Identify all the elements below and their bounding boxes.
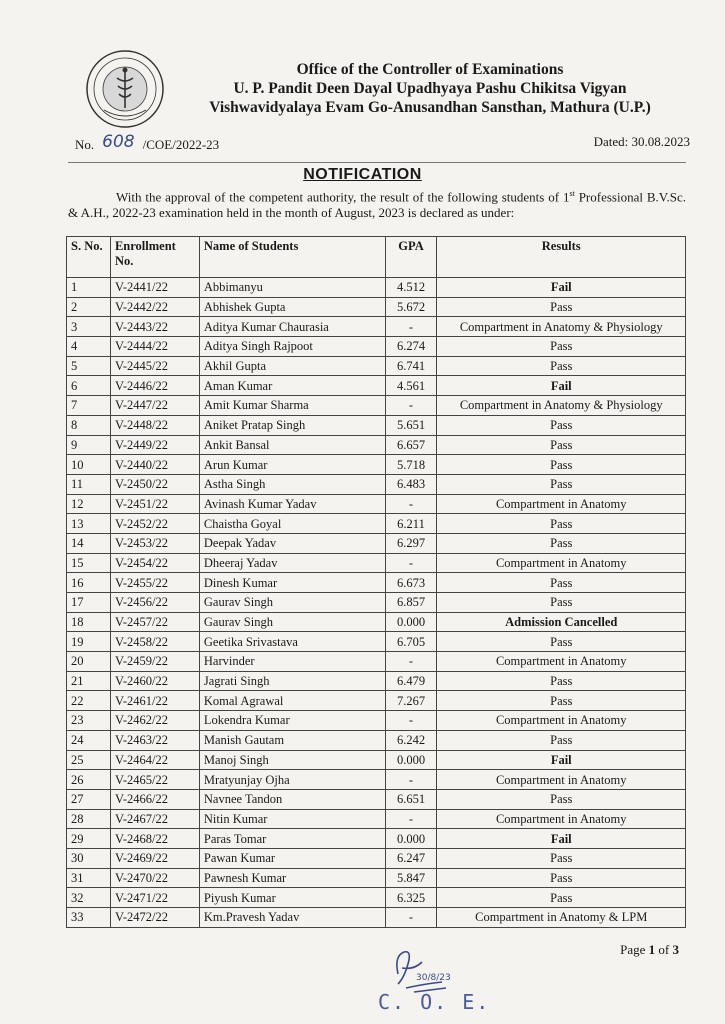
ref-suffix: /COE/2022-23 xyxy=(142,137,220,152)
header-results: Results xyxy=(437,237,686,278)
cell-enrollment: V-2442/22 xyxy=(110,297,199,317)
reference-number xyxy=(75,134,219,154)
cell-enrollment: V-2459/22 xyxy=(110,652,199,672)
cell-student-name: Abbimanyu xyxy=(199,278,385,298)
table-row xyxy=(67,730,686,750)
cell-gpa: 4.561 xyxy=(385,376,437,396)
office-header xyxy=(150,60,710,117)
header-line-1: Office of the Controller of Examinations xyxy=(296,61,564,78)
cell-student-name: Km.Pravesh Yadav xyxy=(199,908,385,928)
cell-student-name: Nitin Kumar xyxy=(199,809,385,829)
table-row xyxy=(67,809,686,829)
cell-sno: 7 xyxy=(67,396,111,416)
cell-enrollment: V-2452/22 xyxy=(110,514,199,534)
cell-sno: 17 xyxy=(67,593,111,613)
cell-enrollment: V-2445/22 xyxy=(110,356,199,376)
cell-sno: 1 xyxy=(67,278,111,298)
intro-part-2: Professional B.V.Sc. & A.H., 2022-23 examination held in the month of August, 2023 is declared as under: xyxy=(68,189,686,220)
cell-student-name: Aditya Kumar Chaurasia xyxy=(199,317,385,337)
cell-result: Pass xyxy=(437,474,686,494)
cell-result: Compartment in Anatomy xyxy=(437,494,686,514)
cell-enrollment: V-2464/22 xyxy=(110,750,199,770)
table-row xyxy=(67,750,686,770)
cell-result: Pass xyxy=(437,730,686,750)
table-row xyxy=(67,888,686,908)
cell-gpa: 0.000 xyxy=(385,829,437,849)
cell-enrollment: V-2450/22 xyxy=(110,474,199,494)
cell-sno: 30 xyxy=(67,848,111,868)
cell-gpa: - xyxy=(385,809,437,829)
handwritten-ref-number: 608 xyxy=(102,132,135,152)
cell-enrollment: V-2460/22 xyxy=(110,671,199,691)
cell-enrollment: V-2447/22 xyxy=(110,396,199,416)
cell-result: Fail xyxy=(437,829,686,849)
table-row xyxy=(67,770,686,790)
cell-result: Compartment in Anatomy xyxy=(437,809,686,829)
cell-gpa: 6.741 xyxy=(385,356,437,376)
cell-result: Fail xyxy=(437,750,686,770)
cell-student-name: Gaurav Singh xyxy=(199,593,385,613)
cell-result: Compartment in Anatomy & Physiology xyxy=(437,396,686,416)
cell-gpa: - xyxy=(385,770,437,790)
cell-sno: 23 xyxy=(67,711,111,731)
cell-sno: 33 xyxy=(67,908,111,928)
cell-sno: 13 xyxy=(67,514,111,534)
table-row xyxy=(67,396,686,416)
table-row xyxy=(67,671,686,691)
header-divider xyxy=(68,162,686,163)
table-row xyxy=(67,829,686,849)
cell-result: Pass xyxy=(437,573,686,593)
cell-result: Fail xyxy=(437,376,686,396)
cell-result: Pass xyxy=(437,455,686,475)
cell-enrollment: V-2463/22 xyxy=(110,730,199,750)
cell-student-name: Lokendra Kumar xyxy=(199,711,385,731)
header-line-2: U. P. Pandit Deen Dayal Upadhyaya Pashu Chikitsa Vigyan xyxy=(233,80,627,97)
cell-result: Compartment in Anatomy xyxy=(437,711,686,731)
cell-result: Pass xyxy=(437,297,686,317)
notification-title-text: NOTIFICATION xyxy=(303,166,422,183)
header-gpa: GPA xyxy=(385,237,437,278)
cell-enrollment: V-2470/22 xyxy=(110,868,199,888)
cell-sno: 18 xyxy=(67,612,111,632)
cell-enrollment: V-2456/22 xyxy=(110,593,199,613)
cell-student-name: Paras Tomar xyxy=(199,829,385,849)
cell-student-name: Abhishek Gupta xyxy=(199,297,385,317)
cell-enrollment: V-2472/22 xyxy=(110,908,199,928)
cell-student-name: Geetika Srivastava xyxy=(199,632,385,652)
cell-sno: 26 xyxy=(67,770,111,790)
cell-enrollment: V-2454/22 xyxy=(110,553,199,573)
cell-student-name: Arun Kumar xyxy=(199,455,385,475)
cell-gpa: 6.247 xyxy=(385,848,437,868)
cell-gpa: 5.847 xyxy=(385,868,437,888)
cell-result: Compartment in Anatomy & LPM xyxy=(437,908,686,928)
cell-result: Pass xyxy=(437,789,686,809)
cell-enrollment: V-2440/22 xyxy=(110,455,199,475)
cell-sno: 16 xyxy=(67,573,111,593)
table-row xyxy=(67,514,686,534)
cell-result: Pass xyxy=(437,848,686,868)
intro-part-1: With the approval of the competent authority, the result of the following students of 1 xyxy=(116,189,570,205)
cell-result: Compartment in Anatomy & Physiology xyxy=(437,317,686,337)
page-prefix: Page xyxy=(620,942,649,957)
cell-student-name: Aniket Pratap Singh xyxy=(199,415,385,435)
signature-date: 30/8/23 xyxy=(416,973,451,983)
cell-gpa: 6.297 xyxy=(385,533,437,553)
cell-gpa: 6.673 xyxy=(385,573,437,593)
table-row xyxy=(67,376,686,396)
cell-student-name: Manish Gautam xyxy=(199,730,385,750)
cell-student-name: Manoj Singh xyxy=(199,750,385,770)
table-row xyxy=(67,868,686,888)
cell-sno: 14 xyxy=(67,533,111,553)
cell-enrollment: V-2441/22 xyxy=(110,278,199,298)
table-row xyxy=(67,494,686,514)
cell-gpa: 6.325 xyxy=(385,888,437,908)
header-name: Name of Students xyxy=(199,237,385,278)
cell-enrollment: V-2471/22 xyxy=(110,888,199,908)
cell-sno: 32 xyxy=(67,888,111,908)
cell-sno: 11 xyxy=(67,474,111,494)
cell-gpa: - xyxy=(385,317,437,337)
cell-student-name: Mratyunjay Ojha xyxy=(199,770,385,790)
cell-result: Pass xyxy=(437,415,686,435)
cell-gpa: 6.651 xyxy=(385,789,437,809)
cell-result: Pass xyxy=(437,868,686,888)
cell-result: Compartment in Anatomy xyxy=(437,652,686,672)
cell-gpa: 7.267 xyxy=(385,691,437,711)
cell-sno: 5 xyxy=(67,356,111,376)
cell-enrollment: V-2448/22 xyxy=(110,415,199,435)
cell-result: Fail xyxy=(437,278,686,298)
intro-paragraph xyxy=(68,186,686,220)
cell-result: Pass xyxy=(437,533,686,553)
cell-sno: 10 xyxy=(67,455,111,475)
cell-student-name: Piyush Kumar xyxy=(199,888,385,908)
ref-no-label: No. xyxy=(75,137,95,152)
cell-student-name: Astha Singh xyxy=(199,474,385,494)
coe-stamp: C. O. E. xyxy=(378,990,491,1014)
table-row xyxy=(67,632,686,652)
table-row xyxy=(67,908,686,928)
cell-gpa: - xyxy=(385,711,437,731)
table-row xyxy=(67,789,686,809)
cell-sno: 4 xyxy=(67,337,111,357)
cell-gpa: 6.705 xyxy=(385,632,437,652)
cell-sno: 24 xyxy=(67,730,111,750)
results-table-body xyxy=(67,278,686,928)
table-row xyxy=(67,573,686,593)
cell-sno: 25 xyxy=(67,750,111,770)
cell-sno: 9 xyxy=(67,435,111,455)
table-row xyxy=(67,612,686,632)
cell-student-name: Ankit Bansal xyxy=(199,435,385,455)
cell-student-name: Pawnesh Kumar xyxy=(199,868,385,888)
cell-enrollment: V-2468/22 xyxy=(110,829,199,849)
cell-enrollment: V-2461/22 xyxy=(110,691,199,711)
table-row xyxy=(67,415,686,435)
page-total: 3 xyxy=(672,942,679,957)
table-row xyxy=(67,278,686,298)
cell-gpa: 6.857 xyxy=(385,593,437,613)
cell-sno: 31 xyxy=(67,868,111,888)
cell-student-name: Harvinder xyxy=(199,652,385,672)
cell-student-name: Dheeraj Yadav xyxy=(199,553,385,573)
table-row xyxy=(67,455,686,475)
table-row xyxy=(67,691,686,711)
table-row xyxy=(67,297,686,317)
table-header-row xyxy=(67,237,686,278)
table-row xyxy=(67,317,686,337)
table-row xyxy=(67,435,686,455)
cell-sno: 12 xyxy=(67,494,111,514)
cell-student-name: Jagrati Singh xyxy=(199,671,385,691)
cell-enrollment: V-2465/22 xyxy=(110,770,199,790)
cell-sno: 29 xyxy=(67,829,111,849)
cell-gpa: - xyxy=(385,908,437,928)
cell-result: Pass xyxy=(437,435,686,455)
cell-result: Pass xyxy=(437,888,686,908)
cell-gpa: 0.000 xyxy=(385,612,437,632)
table-row xyxy=(67,356,686,376)
intro-sup: st xyxy=(569,189,575,198)
cell-enrollment: V-2467/22 xyxy=(110,809,199,829)
cell-result: Pass xyxy=(437,514,686,534)
cell-student-name: Chaistha Goyal xyxy=(199,514,385,534)
cell-gpa: 6.483 xyxy=(385,474,437,494)
table-row xyxy=(67,533,686,553)
cell-enrollment: V-2451/22 xyxy=(110,494,199,514)
page-of: of xyxy=(655,942,673,957)
cell-enrollment: V-2449/22 xyxy=(110,435,199,455)
cell-result: Compartment in Anatomy xyxy=(437,770,686,790)
cell-sno: 27 xyxy=(67,789,111,809)
header-sno: S. No. xyxy=(67,237,111,278)
cell-sno: 28 xyxy=(67,809,111,829)
cell-student-name: Amit Kumar Sharma xyxy=(199,396,385,416)
cell-student-name: Pawan Kumar xyxy=(199,848,385,868)
cell-gpa: 6.657 xyxy=(385,435,437,455)
cell-sno: 8 xyxy=(67,415,111,435)
cell-result: Pass xyxy=(437,337,686,357)
cell-student-name: Gaurav Singh xyxy=(199,612,385,632)
cell-result: Pass xyxy=(437,671,686,691)
cell-student-name: Akhil Gupta xyxy=(199,356,385,376)
page-current: 1 xyxy=(648,942,656,957)
table-row xyxy=(67,711,686,731)
cell-enrollment: V-2455/22 xyxy=(110,573,199,593)
table-row xyxy=(67,652,686,672)
cell-gpa: - xyxy=(385,652,437,672)
dated-text: Dated: 30.08.2023 xyxy=(593,134,690,149)
cell-result: Pass xyxy=(437,691,686,711)
cell-sno: 6 xyxy=(67,376,111,396)
cell-sno: 2 xyxy=(67,297,111,317)
cell-student-name: Deepak Yadav xyxy=(199,533,385,553)
cell-gpa: 5.651 xyxy=(385,415,437,435)
cell-gpa: - xyxy=(385,553,437,573)
cell-gpa: - xyxy=(385,494,437,514)
cell-result: Pass xyxy=(437,356,686,376)
results-table xyxy=(66,236,686,928)
cell-enrollment: V-2444/22 xyxy=(110,337,199,357)
cell-enrollment: V-2457/22 xyxy=(110,612,199,632)
cell-sno: 3 xyxy=(67,317,111,337)
table-row xyxy=(67,593,686,613)
cell-enrollment: V-2462/22 xyxy=(110,711,199,731)
cell-result: Admission Cancelled xyxy=(437,612,686,632)
table-row xyxy=(67,337,686,357)
cell-enrollment: V-2443/22 xyxy=(110,317,199,337)
cell-gpa: 5.672 xyxy=(385,297,437,317)
cell-student-name: Aman Kumar xyxy=(199,376,385,396)
cell-sno: 22 xyxy=(67,691,111,711)
cell-gpa: 0.000 xyxy=(385,750,437,770)
cell-enrollment: V-2469/22 xyxy=(110,848,199,868)
table-row xyxy=(67,848,686,868)
cell-student-name: Aditya Singh Rajpoot xyxy=(199,337,385,357)
notification-title xyxy=(0,166,725,184)
cell-sno: 19 xyxy=(67,632,111,652)
cell-sno: 21 xyxy=(67,671,111,691)
table-row xyxy=(67,553,686,573)
cell-result: Pass xyxy=(437,632,686,652)
cell-gpa: 5.718 xyxy=(385,455,437,475)
cell-gpa: 6.242 xyxy=(385,730,437,750)
cell-result: Compartment in Anatomy xyxy=(437,553,686,573)
cell-gpa: - xyxy=(385,396,437,416)
cell-gpa: 4.512 xyxy=(385,278,437,298)
cell-sno: 20 xyxy=(67,652,111,672)
cell-sno: 15 xyxy=(67,553,111,573)
table-row xyxy=(67,474,686,494)
cell-enrollment: V-2446/22 xyxy=(110,376,199,396)
cell-enrollment: V-2458/22 xyxy=(110,632,199,652)
cell-gpa: 6.211 xyxy=(385,514,437,534)
cell-gpa: 6.274 xyxy=(385,337,437,357)
cell-enrollment: V-2453/22 xyxy=(110,533,199,553)
cell-student-name: Navnee Tandon xyxy=(199,789,385,809)
header-enrollment: Enrollment No. xyxy=(110,237,199,278)
cell-student-name: Avinash Kumar Yadav xyxy=(199,494,385,514)
cell-student-name: Komal Agrawal xyxy=(199,691,385,711)
cell-gpa: 6.479 xyxy=(385,671,437,691)
cell-student-name: Dinesh Kumar xyxy=(199,573,385,593)
header-line-3: Vishwavidyalaya Evam Go-Anusandhan Sansthan, Mathura (U.P.) xyxy=(209,99,651,116)
cell-result: Pass xyxy=(437,593,686,613)
cell-enrollment: V-2466/22 xyxy=(110,789,199,809)
page-number xyxy=(620,942,679,958)
